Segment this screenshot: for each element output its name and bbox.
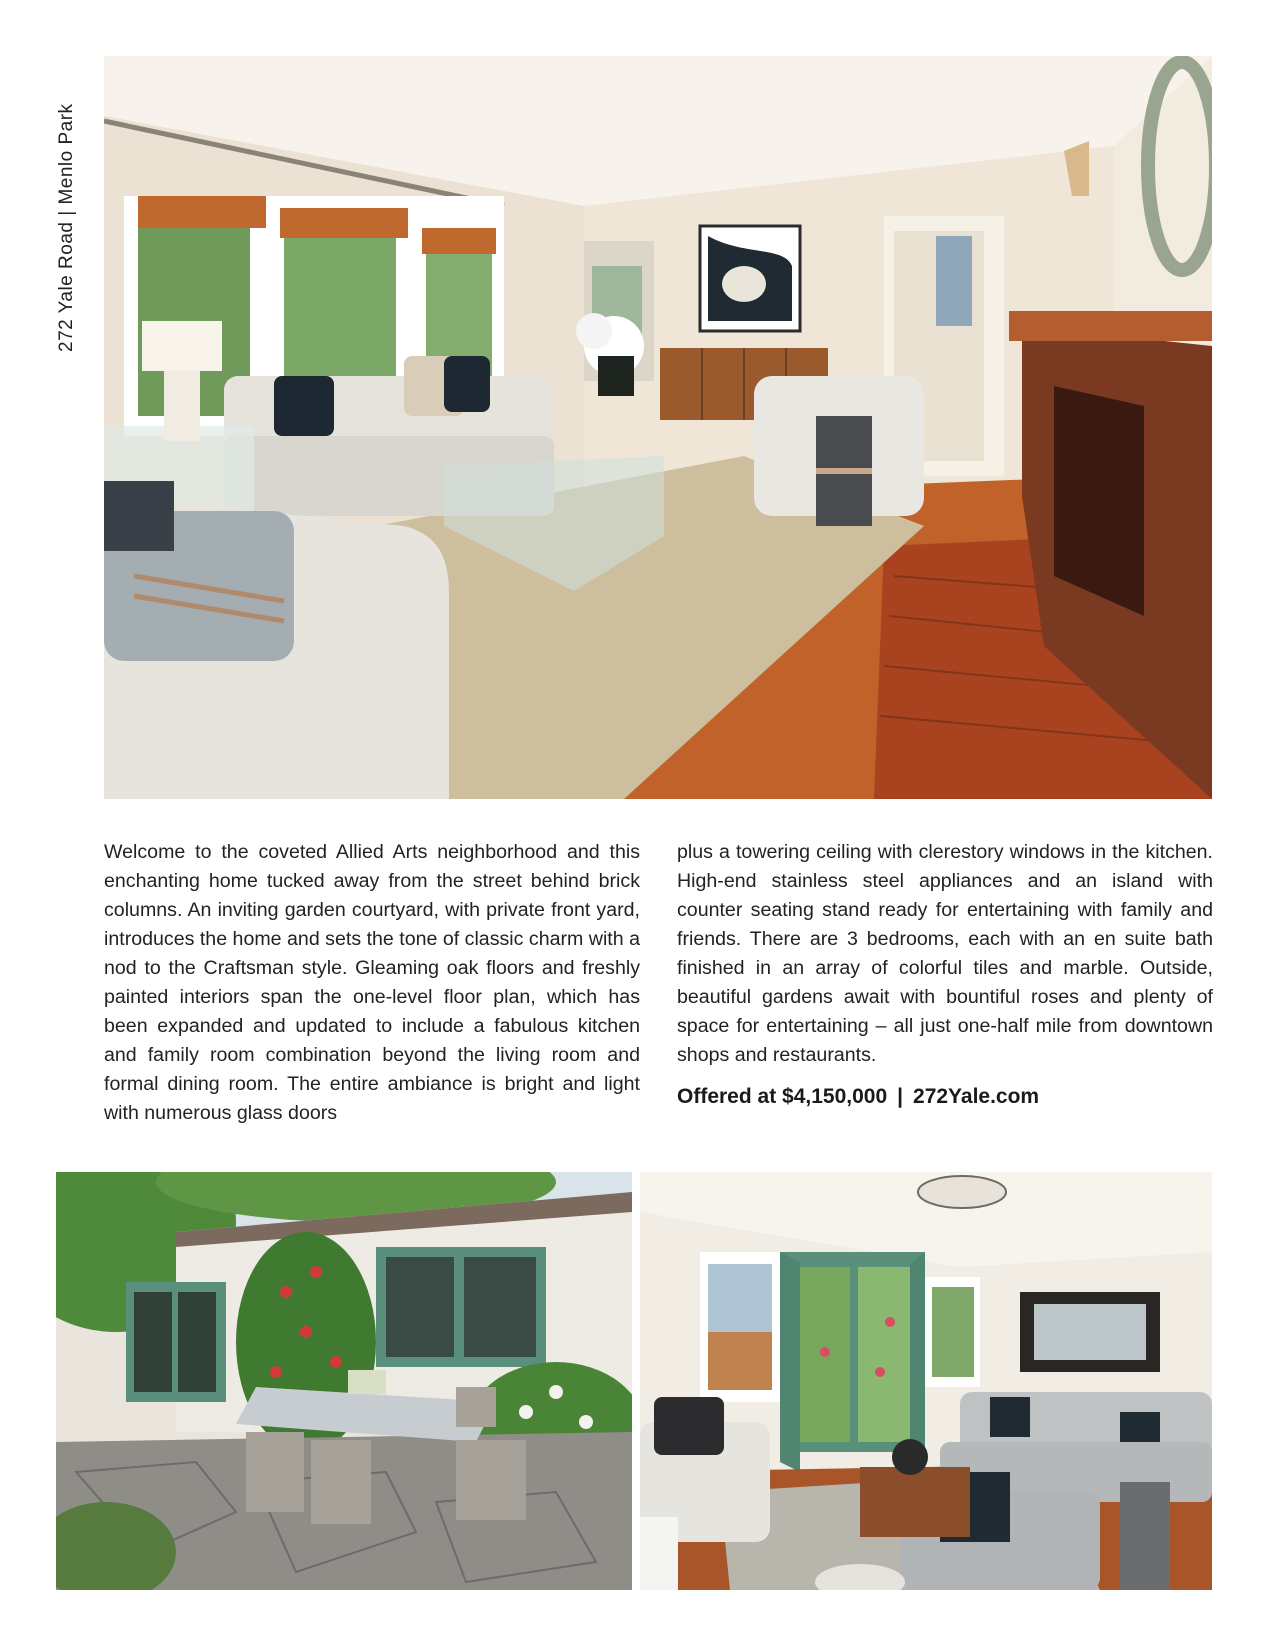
offer-price: Offered at $4,150,000 — [677, 1085, 888, 1108]
description-left-text: Welcome to the coveted Allied Arts neighborhood and this enchanting home tucked away from the street behind brick columns. An inviting garden courtyard, with private front yard, introduces the home and sets the tone of classic charm with a nod to the Craftsman style. Gleaming oak floors and freshly painted interiors span the one-level floor plan, which has been expanded and updated to include a fabulous kitchen and family room combination beyond the living room and formal dining room. The entire ambiance is bright and light with numerous glass doors — [104, 841, 640, 1124]
side-address-label — [50, 56, 82, 356]
family-room-illustration — [640, 1172, 1212, 1590]
living-room-illustration — [104, 56, 1212, 799]
offer-separator: | — [897, 1085, 904, 1108]
offer-website[interactable]: 272Yale.com — [913, 1085, 1040, 1108]
description-right-text: plus a towering ceiling with clerestory windows in the kitchen. High-end stainless steel appliances and an island with counter seating stand ready for entertaining with family and friends. There are 3 bedrooms, each with an en suite bath finished in an array of colorful tiles and marble. Outside, beautiful gardens await with bountiful roses and plenty of space for entertaining – all just one-half mile from downtown shops and restaurants. — [677, 841, 1213, 1066]
offer-line — [677, 1082, 1213, 1111]
side-address-text: 272 Yale Road | Menlo Park — [56, 103, 77, 352]
family-room-photo — [640, 1172, 1212, 1590]
description-left-column — [104, 838, 640, 1128]
description-right-column — [677, 838, 1213, 1111]
garden-patio-photo — [56, 1172, 632, 1590]
living-room-photo — [104, 56, 1212, 799]
garden-patio-illustration — [56, 1172, 632, 1590]
